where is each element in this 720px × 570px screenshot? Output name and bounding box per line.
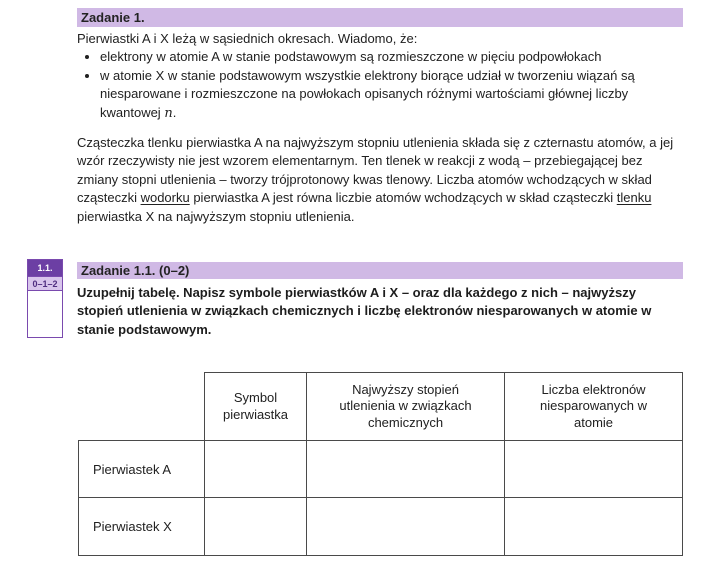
answer-cell-a-symbol[interactable] (205, 441, 307, 498)
table-header-row (79, 373, 683, 441)
task-1-1-instruction: Uzupełnij tabelę. Napisz symbole pierwiastków A i X – oraz dla każdego z nich – najwyższy stopień utlenienia w związkach chemicznych i liczbę elektronów niesparowanych w atomie w stanie podstawowym. (77, 285, 652, 337)
bullet-text-end: . (172, 104, 177, 120)
bullet-item-electrons-x (100, 67, 683, 123)
description-text: Cząsteczka tlenku pierwiastka A na najwyższym stopniu utlenienia składa się z czternastu atomów, a jej wzór rzeczywisty nie jest wzorem elementarnym. Ten tlenek w reakcji z wodą – przebiegającej bez zmiany stopni utlenienia – tworzy trójprotonowy kwas tlenowy. Liczba atomów wchodzących w skład cząsteczki (77, 135, 674, 206)
table-row-element-a (79, 441, 683, 498)
task-1-1-margin-badge (27, 259, 63, 338)
answer-table (78, 372, 683, 556)
bullet-text: w atomie X w stanie podstawowym wszystkie elektrony biorące udział w tworzeniu wiązań są niesparowane i rozmieszczone na powłokach opisanych różnymi wartościami głównej liczby kwantowej (100, 67, 635, 120)
col-header-unpaired-electrons: Liczba elektronów niesparowanych w atomie (505, 373, 683, 441)
answer-table-container (78, 372, 683, 556)
col-header-symbol: Symbol pierwiastka (205, 373, 307, 441)
task-1-1-section (77, 262, 683, 339)
task-1-description (77, 134, 683, 226)
score-scale-badge: 0–1–2 (28, 276, 62, 290)
answer-cell-a-oxidation[interactable] (307, 441, 505, 498)
task-1-header: Zadanie 1. (77, 8, 683, 27)
underlined-word-hydride: wodorku (140, 190, 190, 206)
score-entry-box (28, 290, 62, 337)
underlined-word-oxide: tlenku (616, 190, 652, 206)
bullet-text: elektrony w atomie A w stanie podstawowym są rozmieszczone w pięciu podpowłokach (100, 49, 602, 65)
task-1-section (77, 8, 683, 226)
answer-cell-x-symbol[interactable] (205, 498, 307, 556)
task-1-1-header: Zadanie 1.1. (0–2) (77, 262, 683, 279)
row-label-element-x: Pierwiastek X (79, 498, 205, 556)
row-label-element-a: Pierwiastek A (79, 441, 205, 498)
col-header-oxidation-state: Najwyższy stopień utlenienia w związkach chemicznych (307, 373, 505, 441)
quantum-number-symbol: n (164, 105, 173, 121)
answer-cell-a-electrons[interactable] (505, 441, 683, 498)
bullet-item-electrons-a (100, 48, 683, 66)
task-1-bullet-list (77, 48, 683, 123)
table-corner-cell (79, 373, 205, 441)
answer-cell-x-electrons[interactable] (505, 498, 683, 556)
answer-cell-x-oxidation[interactable] (307, 498, 505, 556)
table-row-element-x (79, 498, 683, 556)
task-number-badge: 1.1. (28, 260, 62, 276)
task-1-intro: Pierwiastki A i X leżą w sąsiednich okresach. Wiadomo, że: (77, 31, 418, 46)
description-text: pierwiastka A jest równa liczbie atomów wchodzących w skład cząsteczki (189, 190, 617, 206)
description-text: pierwiastka X na najwyższym stopniu utlenienia. (77, 208, 355, 224)
